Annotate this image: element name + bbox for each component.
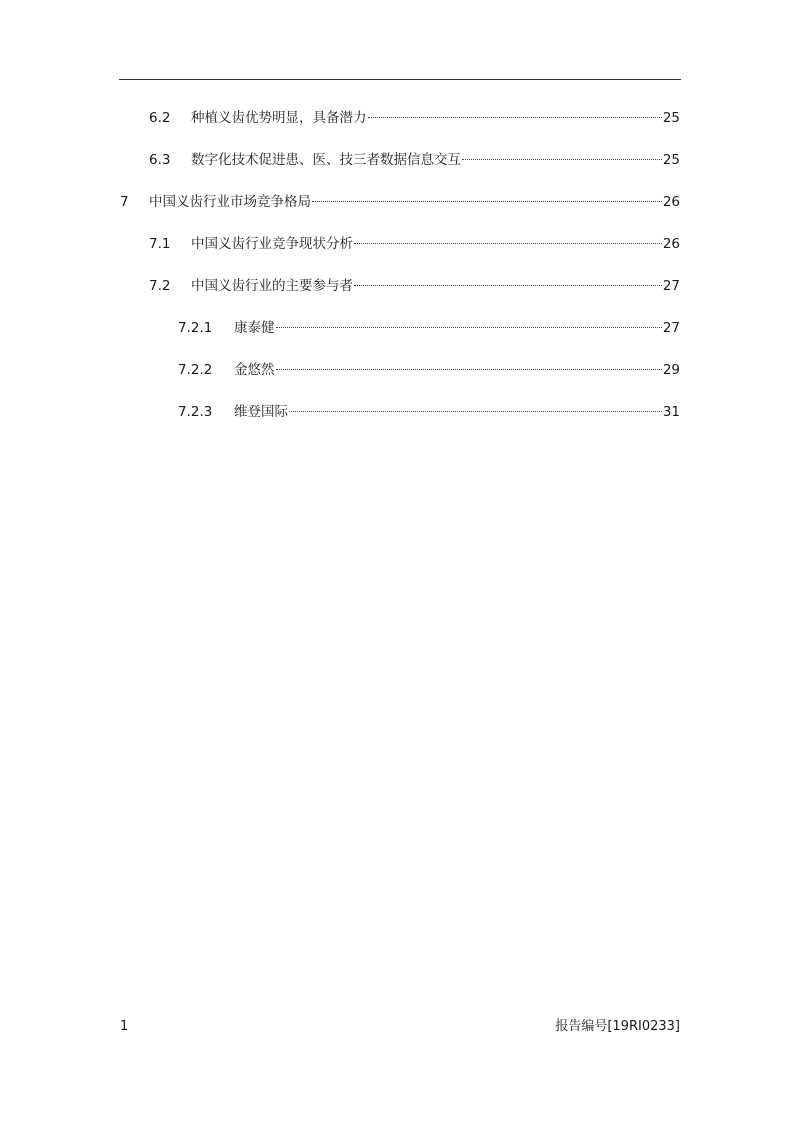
toc-entry-page: 26 [662, 236, 680, 252]
toc-entry-title: 中国义齿行业市场竞争格局 [149, 194, 311, 210]
toc-entry-page: 25 [662, 152, 680, 168]
toc-entry-title: 中国义齿行业的主要参与者 [191, 278, 353, 294]
toc-entry-number: 7.2.1 [178, 320, 213, 336]
toc-entry-7-1[interactable] [149, 234, 680, 254]
toc-entry-number: 7.2.2 [178, 362, 213, 378]
toc-leader-dots [368, 117, 662, 118]
toc-leader-dots [354, 243, 662, 244]
toc-leader-dots [312, 201, 662, 202]
toc-entry-6-3[interactable] [149, 150, 680, 170]
toc-entry-page: 25 [662, 110, 680, 126]
toc-entry-title: 种植义齿优势明显，具备潜力 [191, 110, 367, 126]
toc-leader-dots [276, 327, 662, 328]
toc-entry-title: 维登国际 [234, 404, 288, 420]
toc-entry-7-2[interactable] [149, 276, 680, 296]
toc-entry-number: 6.2 [149, 110, 171, 126]
toc-entry-number: 7.2.3 [178, 404, 213, 420]
header-rule [119, 79, 681, 80]
footer-page-number: 1 [120, 1019, 129, 1034]
toc-leader-dots [354, 285, 662, 286]
toc-entry-7-2-1[interactable] [178, 318, 680, 338]
toc-entry-number: 7.1 [149, 236, 171, 252]
toc-entry-page: 27 [662, 278, 680, 294]
toc-entry-7[interactable] [120, 192, 680, 212]
toc-entry-7-2-3[interactable] [178, 402, 680, 422]
toc-entry-number: 7.2 [149, 278, 171, 294]
toc-entry-title: 中国义齿行业竞争现状分析 [191, 236, 353, 252]
toc-entry-7-2-2[interactable] [178, 360, 680, 380]
toc-entry-page: 27 [662, 320, 680, 336]
toc-leader-dots [276, 369, 662, 370]
toc-leader-dots [289, 411, 662, 412]
toc-entry-page: 26 [662, 194, 680, 210]
footer-report-id: 报告编号[19RI0233] [555, 1019, 680, 1034]
toc-entry-number: 6.3 [149, 152, 171, 168]
toc-entry-number: 7 [120, 194, 129, 210]
toc-entry-6-2[interactable] [149, 108, 680, 128]
toc-entry-title: 康泰健 [234, 320, 275, 336]
toc-entry-page: 31 [662, 404, 680, 420]
toc-entry-title: 金悠然 [234, 362, 275, 378]
toc-leader-dots [462, 159, 662, 160]
toc-entry-title: 数字化技术促进患、医、技三者数据信息交互 [191, 152, 461, 168]
toc-entry-page: 29 [662, 362, 680, 378]
